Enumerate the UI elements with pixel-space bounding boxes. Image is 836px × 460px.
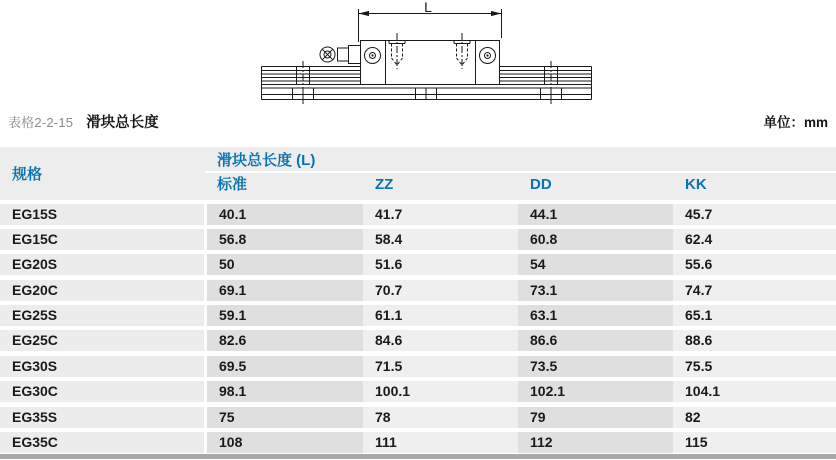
spec-cell: EG35S	[0, 407, 204, 428]
spec-cell: EG25S	[0, 305, 204, 326]
spec-column-header: 规格	[12, 166, 43, 183]
value-cell-kk: 62.4	[673, 229, 836, 250]
grease-nipple-icon	[320, 46, 361, 64]
technical-drawing	[0, 0, 836, 112]
value-cell-zz: 58.4	[363, 229, 518, 250]
column-header-standard: 标准	[217, 176, 248, 193]
caption-row	[8, 111, 828, 131]
page-title: 滑块总长度	[86, 114, 159, 131]
value-cell-zz: 78	[363, 407, 518, 428]
group-column-header: 滑块总长度 (L)	[205, 147, 836, 173]
value-cell-standard: 82.6	[207, 330, 363, 351]
table-row	[0, 432, 836, 453]
spec-cell: EG30S	[0, 356, 204, 377]
value-cell-zz: 111	[363, 432, 518, 453]
value-cell-zz: 61.1	[363, 305, 518, 326]
value-cell-zz: 70.7	[363, 280, 518, 301]
table-number: 表格2-2-15	[8, 114, 74, 130]
table-row	[0, 407, 836, 428]
value-cell-standard: 59.1	[207, 305, 363, 326]
value-cell-standard: 40.1	[207, 204, 363, 225]
spec-cell: EG20C	[0, 280, 204, 301]
value-cell-kk: 82	[673, 407, 836, 428]
column-header-dd: DD	[530, 176, 552, 193]
column-header-zz: ZZ	[375, 176, 394, 193]
table-row	[0, 280, 836, 301]
value-cell-standard: 98.1	[207, 381, 363, 402]
value-cell-standard: 69.5	[207, 356, 363, 377]
table-row	[0, 305, 836, 326]
value-cell-dd: 86.6	[518, 330, 673, 351]
value-cell-dd: 102.1	[518, 381, 673, 402]
spec-cell: EG35C	[0, 432, 204, 453]
unit-label: 单位：mm	[763, 115, 828, 130]
value-cell-dd: 54	[518, 254, 673, 275]
value-cell-kk: 115	[673, 432, 836, 453]
value-cell-dd: 73.1	[518, 280, 673, 301]
value-cell-standard: 56.8	[207, 229, 363, 250]
value-cell-kk: 55.6	[673, 254, 836, 275]
value-cell-standard: 75	[207, 407, 363, 428]
value-cell-kk: 88.6	[673, 330, 836, 351]
table-row	[0, 356, 836, 377]
spec-cell: EG15C	[0, 229, 204, 250]
value-cell-dd: 112	[518, 432, 673, 453]
value-cell-standard: 108	[207, 432, 363, 453]
value-cell-kk: 45.7	[673, 204, 836, 225]
value-cell-dd: 73.5	[518, 356, 673, 377]
table-row	[0, 330, 836, 351]
value-cell-kk: 104.1	[673, 381, 836, 402]
spec-cell: EG15S	[0, 204, 204, 225]
rail-bolt-center	[416, 88, 437, 100]
next-section-edge	[0, 454, 836, 459]
block-body	[361, 41, 500, 85]
value-cell-standard: 69.1	[207, 280, 363, 301]
value-cell-dd: 79	[518, 407, 673, 428]
value-cell-kk: 75.5	[673, 356, 836, 377]
value-cell-zz: 51.6	[363, 254, 518, 275]
table-row	[0, 254, 836, 275]
spec-cell: EG30C	[0, 381, 204, 402]
table-row	[0, 229, 836, 250]
dimension-label: L	[424, 0, 432, 15]
spec-cell: EG20S	[0, 254, 204, 275]
value-cell-zz: 71.5	[363, 356, 518, 377]
value-cell-kk: 74.7	[673, 280, 836, 301]
value-cell-zz: 100.1	[363, 381, 518, 402]
value-cell-standard: 50	[207, 254, 363, 275]
value-cell-kk: 65.1	[673, 305, 836, 326]
value-cell-dd: 60.8	[518, 229, 673, 250]
column-header-kk: KK	[685, 176, 707, 193]
spec-cell: EG25C	[0, 330, 204, 351]
table-header	[0, 147, 836, 200]
value-cell-zz: 41.7	[363, 204, 518, 225]
spec-table	[0, 147, 836, 457]
value-cell-dd: 44.1	[518, 204, 673, 225]
value-cell-zz: 84.6	[363, 330, 518, 351]
table-row	[0, 381, 836, 402]
value-cell-dd: 63.1	[518, 305, 673, 326]
table-row	[0, 204, 836, 225]
